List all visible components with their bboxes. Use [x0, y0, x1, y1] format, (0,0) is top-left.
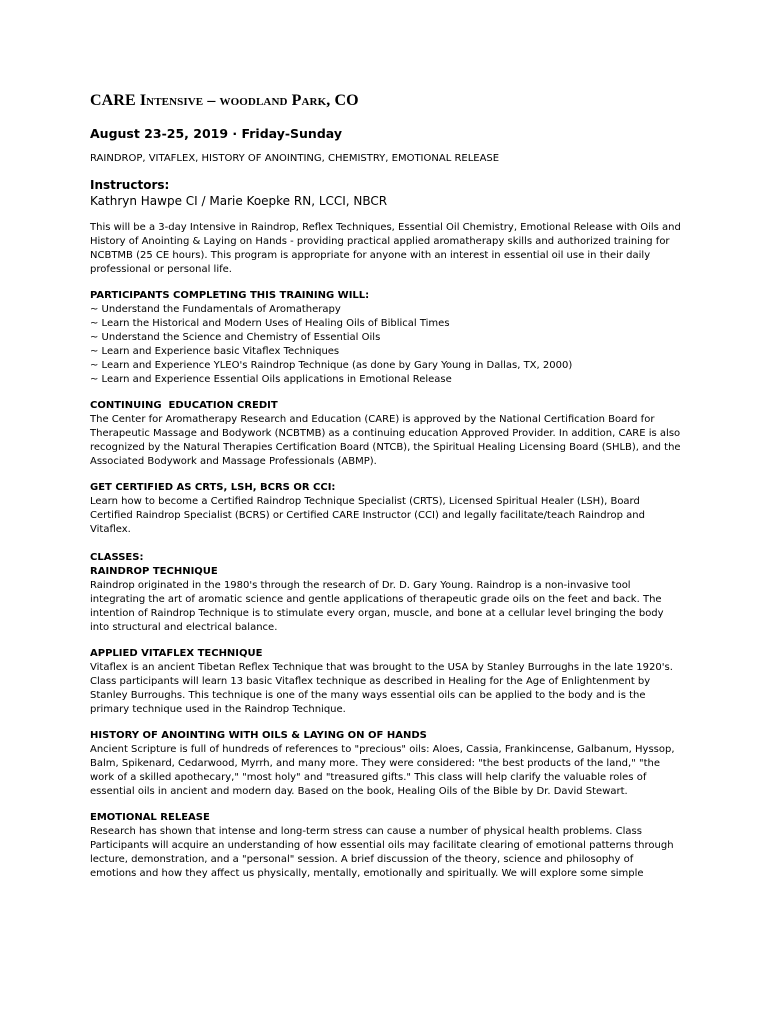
list-item: ~ Learn and Experience Essential Oils applications in Emotional Release	[90, 374, 452, 385]
emotional-section	[90, 811, 682, 881]
list-item: ~ Understand the Fundamentals of Aromatherapy	[90, 304, 341, 315]
instructors-label: Instructors:	[90, 178, 170, 192]
anointing-heading: HISTORY OF ANOINTING WITH OILS & LAYING ON OF HANDS	[90, 730, 427, 741]
certified-section	[90, 481, 682, 537]
title-care: CARE	[90, 92, 136, 109]
anointing-text: Ancient Scripture is full of hundreds of references to "precious" oils: Aloes, Cassia, Frankincense, Galbanum, Hyssop, Balm, Spikenard, Cedarwood, Myrrh, and many more. They were considered: "the best products of the land," "the work of a skilled apothecary," "most holy" and "treasured gifts." This class will help clarify the valuable roles of essential oils in ancient and modern day. Based on the book, Healing Oils of the Bible by Dr. David Stewart.	[90, 744, 675, 797]
vitaflex-text: Vitaflex is an ancient Tibetan Reflex Technique that was brought to the USA by Stanley Burroughs in the late 1920's. Class participants will learn 13 basic Vitaflex technique as described in Healing for the Age of Enlightenment by Stanley Burroughs. This technique is one of the many ways essential oils can be applied to the body and is the primary technique used in the Raindrop Technique.	[90, 662, 673, 715]
participants-heading: PARTICIPANTS COMPLETING THIS TRAINING WILL:	[90, 290, 370, 301]
emotional-heading: EMOTIONAL RELEASE	[90, 812, 210, 823]
ce-credit-section	[90, 399, 682, 469]
event-date: August 23-25, 2019 · Friday-Sunday	[90, 126, 342, 141]
anointing-section	[90, 729, 682, 799]
raindrop-text: Raindrop originated in the 1980's through the research of Dr. D. Gary Young. Raindrop is a non-invasive tool integrating the art of aromatic science and gentle applications of therapeutic grade oils on the feet and back. The intention of Raindrop Technique is to stimulate every organ, muscle, and bone at a cellular level bringing the body into structural and electrical balance.	[90, 580, 664, 633]
certified-text: Learn how to become a Certified Raindrop Technique Specialist (CRTS), Licensed Spiritual Healer (LSH), Board Certified Raindrop Specialist (BCRS) or Certified CARE Instructor (CCI) and legally facilitate/teach Raindrop and Vitaflex.	[90, 496, 645, 535]
certified-heading: GET CERTIFIED AS CRTS, LSH, BCRS OR CCI:	[90, 482, 336, 493]
ce-credit-text: The Center for Aromatherapy Research and Education (CARE) is approved by the National Certification Board for Therapeutic Massage and Bodywork (NCBTMB) as a continuing education Approved Provider. In addition, CARE is also recognized by the Natural Therapies Certification Board (NTCB), the Spiritual Healing Licensing Board (SHLB), and the Associated Bodywork and Massage Professionals (ABMP).	[90, 414, 681, 467]
list-item: ~ Learn and Experience YLEO's Raindrop Technique (as done by Gary Young in Dallas, TX, 2000)	[90, 360, 573, 371]
participants-section	[90, 289, 682, 387]
raindrop-section	[90, 551, 682, 635]
document-content	[90, 92, 682, 893]
title-rest: Intensive – woodland Park, CO	[135, 92, 359, 109]
vitaflex-section	[90, 647, 682, 717]
instructors-names: Kathryn Hawpe CI / Marie Koepke RN, LCCI, NBCR	[90, 194, 388, 208]
intro-paragraph: This will be a 3-day Intensive in Raindrop, Reflex Techniques, Essential Oil Chemistry, Emotional Release with Oils and History of Anointing & Laying on Hands - providing practical applied aromatherapy skills and authorized training for NCBTMB (25 CE hours). This program is appropriate for anyone with an interest in essential oil use in their daily professional or personal life.	[90, 222, 681, 275]
list-item: ~ Learn the Historical and Modern Uses of Healing Oils of Biblical Times	[90, 318, 450, 329]
ce-credit-heading: CONTINUING EDUCATION CREDIT	[90, 400, 278, 411]
classes-heading: CLASSES:	[90, 552, 144, 563]
topics-line: RAINDROP, VITAFLEX, HISTORY OF ANOINTING, CHEMISTRY, EMOTIONAL RELEASE	[90, 153, 500, 164]
list-item: ~ Understand the Science and Chemistry of Essential Oils	[90, 332, 381, 343]
vitaflex-heading: APPLIED VITAFLEX TECHNIQUE	[90, 648, 263, 659]
page-title	[90, 92, 682, 110]
emotional-text: Research has shown that intense and long-term stress can cause a number of physical health problems. Class Participants will acquire an understanding of how essential oils may facilitate clearing of emotional patterns through lecture, demonstration, and a "personal" session. A brief discussion of the theory, science and philosophy of emotions and how they affect us physically, mentally, emotionally and spiritually. We will explore some simple	[90, 826, 674, 879]
raindrop-heading: RAINDROP TECHNIQUE	[90, 566, 218, 577]
list-item: ~ Learn and Experience basic Vitaflex Techniques	[90, 346, 340, 357]
